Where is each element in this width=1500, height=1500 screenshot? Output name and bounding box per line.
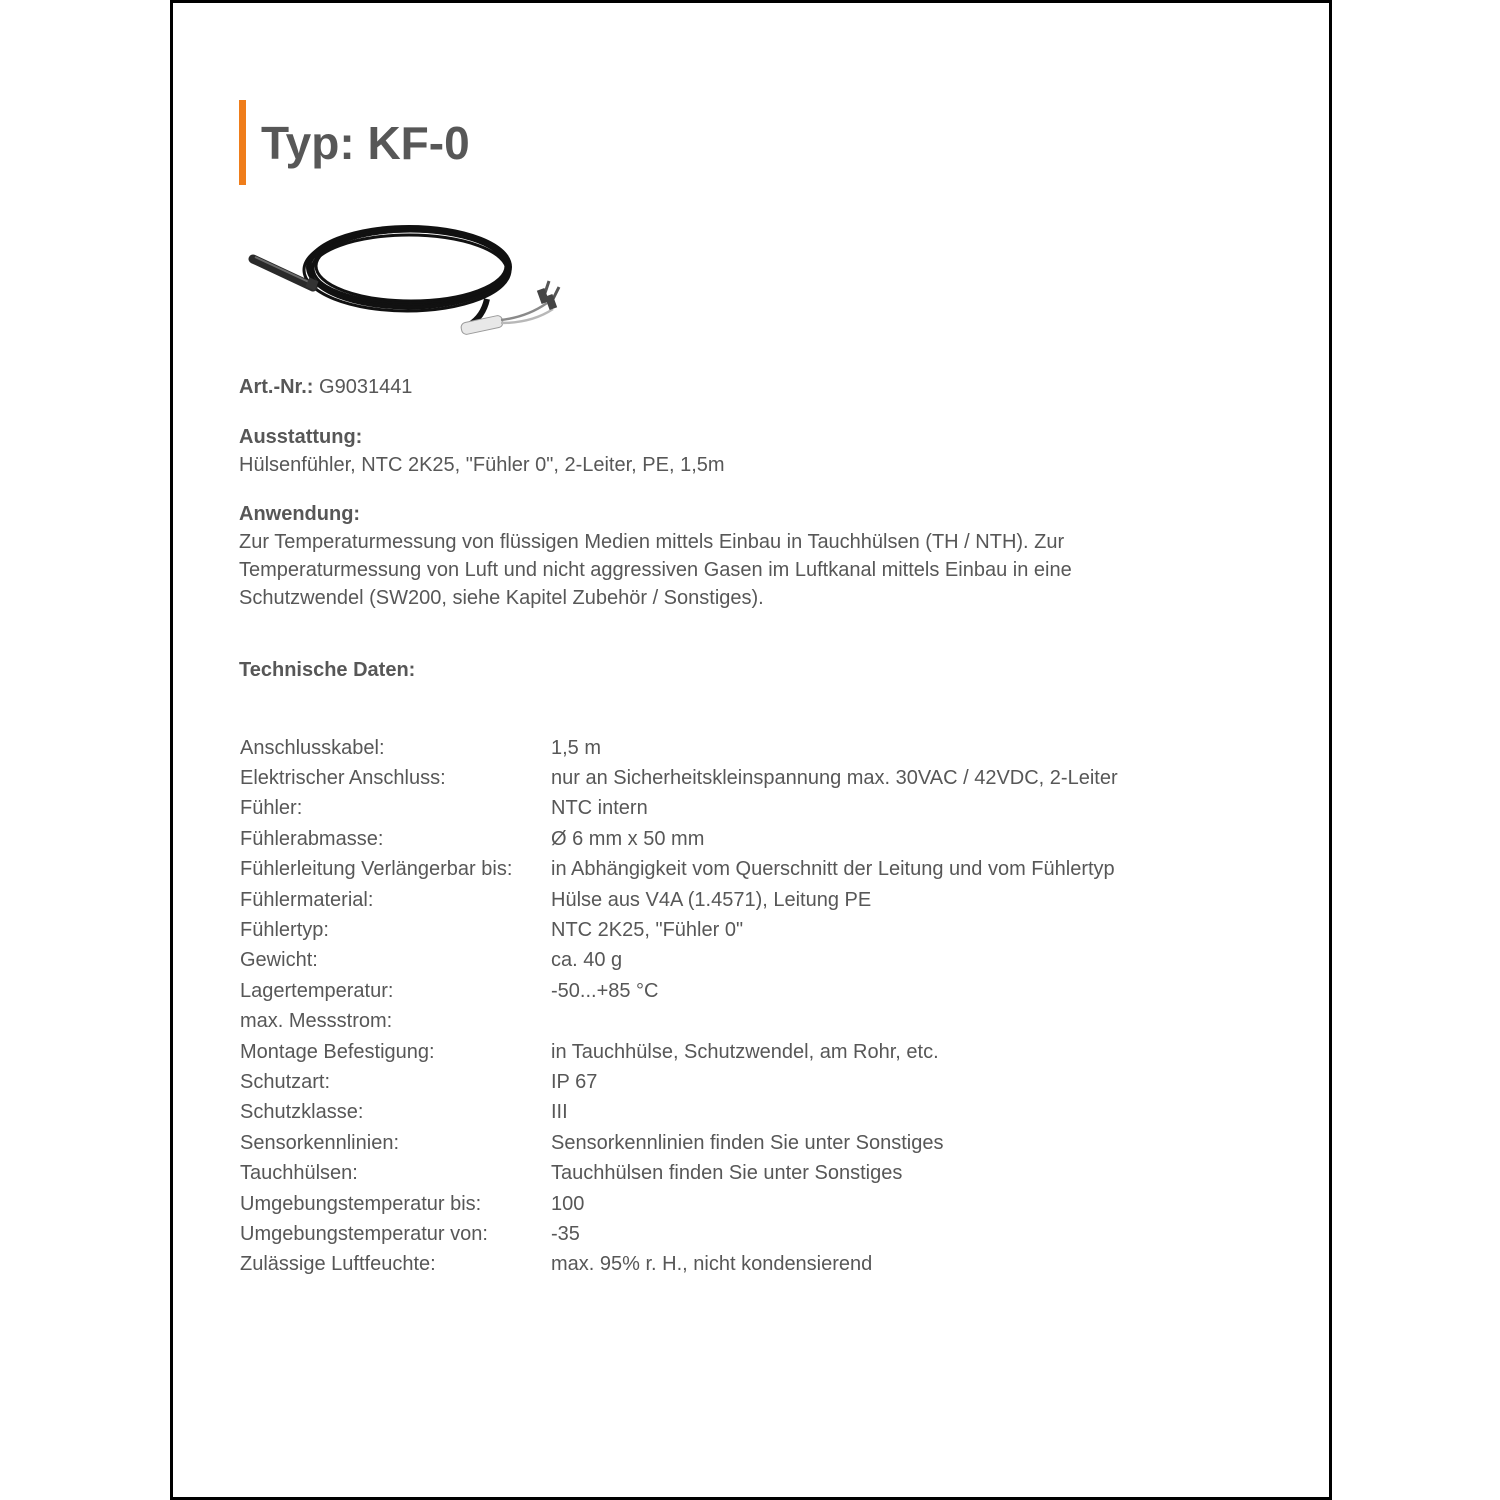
spec-row [240, 1128, 1240, 1158]
spec-key: Umgebungstemperatur von: [240, 1222, 488, 1245]
spec-value: 100 [551, 1192, 585, 1215]
technical-data-table [240, 733, 1240, 1280]
ausstattung-label: Ausstattung: [239, 426, 363, 448]
spec-key: Gewicht: [240, 949, 318, 972]
spec-key: Montage Befestigung: [240, 1040, 435, 1063]
spec-value: -50...+85 °C [551, 979, 659, 1002]
spec-key: Anschlusskabel: [240, 736, 385, 759]
anwendung-line: Zur Temperaturmessung von flüssigen Medien mittels Einbau in Tauchhülsen (TH / NTH). Zur [239, 531, 1065, 553]
anwendung-label: Anwendung: [239, 503, 361, 525]
spec-key: max. Messstrom: [240, 1010, 393, 1033]
spec-key: Fühlermaterial: [240, 888, 374, 911]
spec-value: max. 95% r. H., nicht kondensierend [551, 1253, 873, 1276]
anwendung-line: Schutzwendel (SW200, siehe Kapitel Zubehör / Sonstiges). [239, 587, 764, 609]
spec-value: Sensorkennlinien finden Sie unter Sonstiges [551, 1131, 944, 1154]
page-title: Typ: KF-0 [261, 117, 470, 169]
spec-key: Umgebungstemperatur bis: [240, 1192, 482, 1215]
spec-row [240, 855, 1240, 885]
spec-row [240, 1189, 1240, 1219]
spec-value: in Tauchhülse, Schutzwendel, am Rohr, etc. [551, 1040, 939, 1063]
spec-value: in Abhängigkeit vom Querschnitt der Leitung und vom Fühlertyp [551, 858, 1115, 881]
spec-value: NTC intern [551, 797, 648, 820]
spec-row [240, 1007, 1240, 1037]
spec-row [240, 763, 1240, 793]
spec-row [240, 794, 1240, 824]
spec-value: 1,5 m [551, 736, 602, 759]
spec-value: IP 67 [551, 1070, 598, 1093]
spec-key: Schutzklasse: [240, 1101, 364, 1124]
spec-key: Sensorkennlinien: [240, 1131, 399, 1154]
spec-value: Ø 6 mm x 50 mm [551, 827, 705, 850]
technical-data-heading: Technische Daten: [239, 659, 416, 681]
spec-row [240, 1098, 1240, 1128]
spec-key: Fühlertyp: [240, 919, 329, 942]
spec-key: Elektrischer Anschluss: [240, 767, 446, 790]
spec-value: nur an Sicherheitskleinspannung max. 30VAC / 42VDC, 2-Leiter [551, 767, 1118, 790]
spec-row [240, 824, 1240, 854]
anwendung-section [239, 500, 1249, 612]
spec-key: Fühlerabmasse: [240, 827, 384, 850]
spec-key: Fühlerleitung Verlängerbar bis: [240, 858, 513, 881]
spec-key: Schutzart: [240, 1070, 331, 1093]
ausstattung-text: Hülsenfühler, NTC 2K25, "Fühler 0", 2-Leiter, PE, 1,5m [239, 454, 725, 476]
anwendung-line: Temperaturmessung von Luft und nicht aggressiven Gasen im Luftkanal mittels Einbau in eine [239, 559, 1072, 581]
spec-row [240, 885, 1240, 915]
spec-row [240, 733, 1240, 763]
spec-key: Zulässige Luftfeuchte: [240, 1253, 436, 1276]
article-number-label: Art.-Nr.: [239, 376, 314, 398]
spec-row [240, 1037, 1240, 1067]
spec-row [240, 915, 1240, 945]
article-number [239, 373, 412, 401]
spec-value: ca. 40 g [551, 949, 623, 972]
spec-value: III [551, 1101, 568, 1124]
spec-value: NTC 2K25, "Fühler 0" [551, 919, 744, 942]
spec-value: Hülse aus V4A (1.4571), Leitung PE [551, 888, 872, 911]
spec-row [240, 1250, 1240, 1280]
spec-value: Tauchhülsen finden Sie unter Sonstiges [551, 1162, 903, 1185]
datasheet-page [170, 0, 1332, 1500]
spec-row [240, 946, 1240, 976]
ausstattung-section [239, 423, 1249, 479]
spec-row [240, 976, 1240, 1006]
spec-row [240, 1158, 1240, 1188]
cable-sensor-image [247, 221, 569, 343]
spec-key: Lagertemperatur: [240, 979, 394, 1002]
spec-row [240, 1067, 1240, 1097]
spec-row [240, 1219, 1240, 1249]
title-accent-bar [239, 100, 246, 185]
spec-value: -35 [551, 1222, 580, 1245]
spec-key: Tauchhülsen: [240, 1162, 358, 1185]
spec-key: Fühler: [240, 797, 303, 820]
article-number-value: G9031441 [319, 376, 413, 398]
